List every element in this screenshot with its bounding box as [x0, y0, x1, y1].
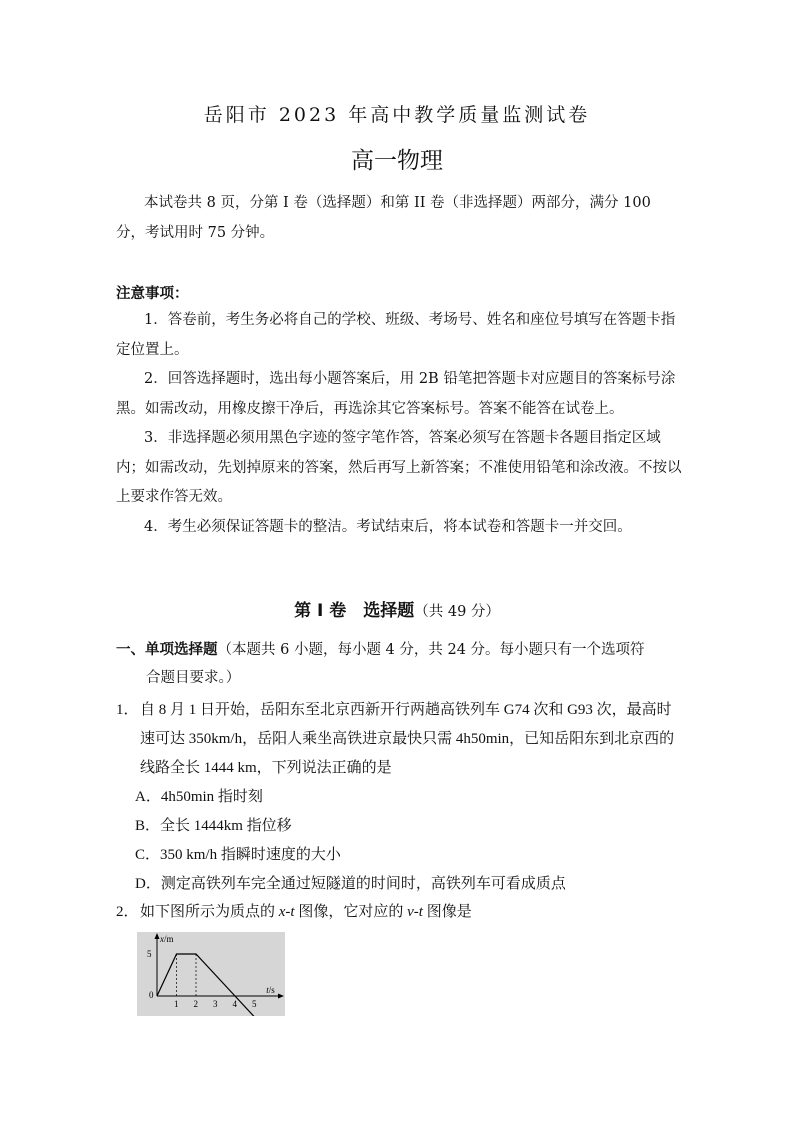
question-2: [116, 898, 686, 927]
x-tick-label: 2: [193, 999, 198, 1009]
notes-item: 3．非选择题必须用黑色字迹的签字笔作答，答案必须写在答题卡各题目指定区域内；如需改动，先划掉原来的答案，然后再写上新答案；不准使用铅笔和涂改液。不按以上要求作答无效。: [116, 430, 682, 505]
notes-item: 4．考生必须保证答题卡的整洁。考试结束后，将本试卷和答题卡一并交回。: [144, 518, 632, 535]
option-a[interactable]: A．4h50min 指时刻: [135, 789, 263, 805]
x-tick-label: 5: [252, 999, 257, 1009]
part-one-desc-cont: 合题目要求。）: [146, 670, 241, 686]
x-axis-label: t/s: [266, 985, 275, 995]
question-number: 1．: [116, 702, 139, 718]
question-number: 2．: [116, 904, 139, 920]
option-d[interactable]: D．测定高铁列车完全通过短隧道的时间时，高铁列车可看成质点: [135, 876, 566, 892]
notes-list: [116, 306, 682, 542]
exam-title: 岳阳市 2023 年高中教学质量监测试卷: [203, 104, 591, 126]
question-stem: 自 8 月 1 日开始，岳阳东至北京西新开行两趟高铁列车 G74 次和 G93 次，最高时速可达 350km/h，岳阳人乘坐高铁进京最快只需 4h50min，已知岳阳东到北京西的线路全长 1444 km，下列说法正确的是: [140, 702, 675, 776]
xt-graph: [137, 932, 285, 1016]
section-title: 第 I 卷 选择题: [294, 601, 415, 621]
stem-part: 图像是: [422, 904, 472, 920]
option-c[interactable]: C．350 km/h 指瞬时速度的大小: [135, 847, 341, 863]
question-stem: [140, 898, 472, 927]
y-tick-label: 5: [147, 949, 152, 959]
question-options: [116, 783, 686, 899]
x-tick-label: 3: [213, 999, 218, 1009]
part-one-instructions: [116, 636, 686, 692]
x-tick-label: 4: [232, 999, 237, 1009]
notes-item: 2．回答选择题时，选出每小题答案后，用 2B 铅笔把答题卡对应题目的答案标号涂黑。如需改动，用橡皮擦干净后，再选涂其它答案标号。答案不能答在试卷上。: [116, 371, 676, 417]
stem-vt: v-t: [407, 904, 423, 920]
section-score: （共 49 分）: [414, 604, 500, 620]
stem-part: 图像，它对应的: [294, 904, 408, 920]
question-1: [116, 696, 686, 899]
x-tick-label: 1: [174, 999, 179, 1009]
part-one-desc: （本题共 6 小题，每小题 4 分，共 24 分。每小题只有一个选项符: [217, 642, 645, 658]
x-tick-label: 0: [149, 990, 154, 1000]
stem-xt: x-t: [278, 904, 295, 920]
part-one-label: 一、单项选择题: [116, 641, 218, 658]
notes-title: 注意事项：: [116, 285, 189, 302]
notes-item: 1．答卷前，考生务必将自己的学校、班级、考场号、姓名和座位号填写在答题卡指定位置上。: [116, 312, 676, 358]
subject-title: 高一物理: [351, 148, 443, 174]
stem-part: 如下图所示为质点的: [140, 904, 279, 920]
exam-intro: 本试卷共 8 页，分第 I 卷（选择题）和第 II 卷（非选择题）两部分，满分 100 分，考试用时 75 分钟。: [116, 195, 651, 241]
y-axis-label: x/m: [160, 934, 174, 944]
section-heading: [0, 596, 794, 621]
option-b[interactable]: B．全长 1444km 指位移: [135, 818, 292, 834]
graph-background: [137, 932, 285, 1016]
